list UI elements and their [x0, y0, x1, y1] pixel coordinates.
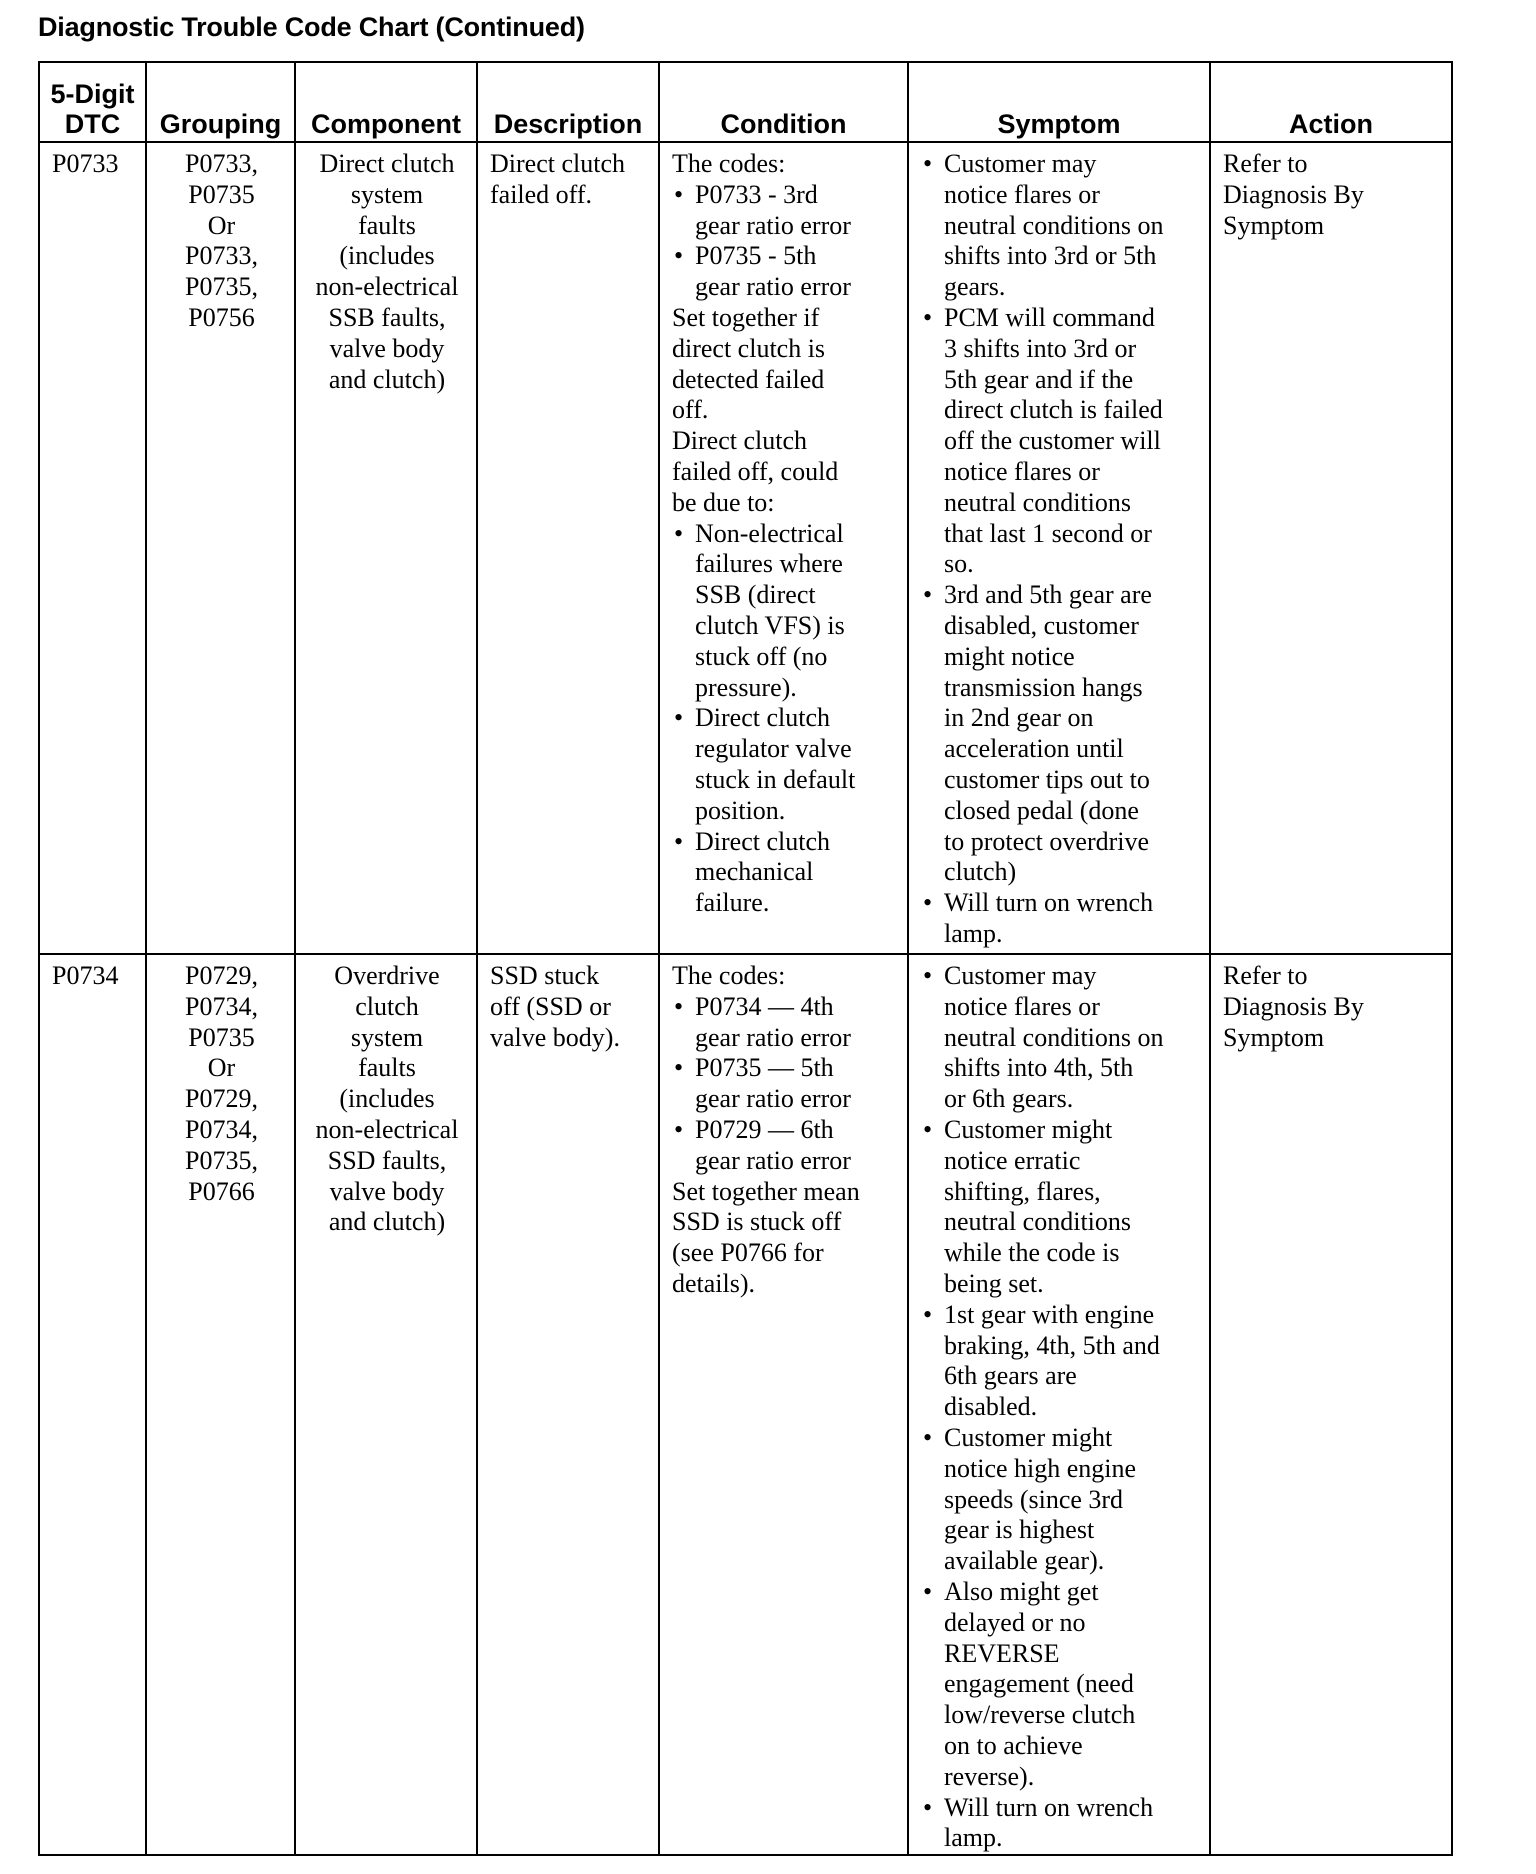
component-line: faults	[358, 1053, 416, 1083]
bullet-text: Customer might	[944, 1114, 1113, 1144]
condition-line: position.	[695, 795, 786, 825]
action-cell	[1210, 142, 1452, 954]
symptom-bullet	[921, 1793, 1199, 1824]
symptom-line: notice erratic	[944, 1145, 1081, 1175]
bullet-text: P0735 — 5th	[695, 1053, 834, 1083]
symptom-line: in 2nd gear on	[944, 703, 1094, 733]
component-line: valve body	[329, 1176, 445, 1206]
condition-line: mechanical	[695, 857, 814, 887]
bullet-text: Customer might	[944, 1422, 1113, 1452]
action-cell	[1210, 954, 1452, 1855]
symptom-line: disabled.	[944, 1392, 1038, 1422]
symptom-line: neutral conditions on	[944, 1022, 1164, 1052]
symptom-line: so.	[944, 549, 974, 579]
symptom-line: might notice	[944, 641, 1075, 671]
symptom-line: lamp.	[944, 1823, 1003, 1853]
grouping-line: P0734,	[185, 1114, 258, 1144]
header-line: Component	[311, 109, 461, 139]
condition-line: failures where	[695, 549, 843, 579]
symptom-line: shifts into 3rd or 5th	[944, 241, 1157, 271]
header-line: Symptom	[997, 109, 1121, 139]
condition-line: (see P0766 for	[672, 1238, 824, 1268]
condition-line: gear ratio error	[695, 272, 851, 302]
symptom-bullet	[921, 580, 1199, 611]
symptom-line: notice flares or	[944, 179, 1100, 209]
component-line: non-electrical	[315, 272, 459, 302]
condition-line: clutch VFS) is	[695, 610, 845, 640]
symptom-cell	[908, 954, 1210, 1855]
symptom-line: or 6th gears.	[944, 1084, 1074, 1114]
bullet-text: P0729 — 6th	[695, 1114, 834, 1144]
symptom-bullet	[921, 1115, 1199, 1146]
symptom-bullet	[921, 1423, 1199, 1454]
condition-line: failed off, could	[672, 456, 839, 486]
condition-line: Direct clutch	[672, 426, 807, 456]
grouping-cell	[146, 954, 295, 1855]
symptom-bullet	[921, 961, 1199, 992]
description-cell	[477, 142, 659, 954]
component-line: (includes	[339, 241, 435, 271]
symptom-line: REVERSE	[944, 1638, 1060, 1668]
condition-line: be due to:	[672, 487, 775, 517]
header-grouping	[146, 62, 295, 142]
header-line: DTC	[64, 109, 121, 139]
condition-line: stuck off (no	[695, 641, 828, 671]
bullet-text: Direct clutch	[695, 703, 830, 733]
bullet-text: Customer may	[944, 149, 1097, 178]
action-line: Diagnosis By	[1223, 179, 1364, 209]
symptom-line: while the code is	[944, 1238, 1120, 1268]
bullet-text: Direct clutch	[695, 826, 830, 856]
action-line: Refer to	[1223, 961, 1308, 990]
description-line: valve body).	[490, 1022, 620, 1052]
header-line: Condition	[720, 109, 847, 139]
symptom-line: closed pedal (done	[944, 795, 1139, 825]
condition-bullet	[672, 1115, 897, 1146]
condition-line: stuck in default	[695, 764, 856, 794]
condition-bullet	[672, 180, 897, 211]
symptom-line: direct clutch is failed	[944, 395, 1163, 425]
condition-line: gear ratio error	[695, 1022, 851, 1052]
bullet-text: Also might get	[944, 1576, 1099, 1606]
symptom-line: off the customer will	[944, 426, 1161, 456]
condition-line: direct clutch is	[672, 333, 826, 363]
component-line: valve body	[329, 333, 445, 363]
bullet-text: Will turn on wrench	[944, 888, 1154, 918]
component-cell	[295, 954, 477, 1855]
bullet-icon: •	[923, 961, 933, 990]
condition-line: gear ratio error	[695, 210, 851, 240]
header-condition	[659, 62, 908, 142]
description-line: off (SSD or	[490, 991, 611, 1021]
bullet-icon: •	[674, 241, 684, 271]
symptom-line: shifting, flares,	[944, 1176, 1101, 1206]
component-line: system	[350, 179, 424, 209]
component-line: non-electrical	[315, 1114, 459, 1144]
bullet-icon: •	[923, 888, 933, 918]
condition-bullet	[672, 703, 897, 734]
bullet-text: P0734 — 4th	[695, 991, 834, 1021]
action-line: Diagnosis By	[1223, 991, 1364, 1021]
symptom-line: 3 shifts into 3rd or	[944, 333, 1137, 363]
bullet-text: Customer may	[944, 961, 1097, 990]
symptom-line: reverse).	[944, 1761, 1035, 1791]
component-line: and clutch)	[328, 1207, 446, 1237]
condition-line: The codes:	[672, 961, 786, 990]
bullet-text: 1st gear with engine	[944, 1299, 1155, 1329]
grouping-line: Or	[207, 210, 236, 240]
component-cell	[295, 142, 477, 954]
symptom-line: 5th gear and if the	[944, 364, 1134, 394]
condition-line: detected failed	[672, 364, 825, 394]
condition-line: SSD is stuck off	[672, 1207, 842, 1237]
bullet-text: 3rd and 5th gear are	[944, 580, 1152, 610]
header-line: Action	[1289, 109, 1373, 139]
bullet-icon: •	[923, 1422, 933, 1452]
symptom-line: on to achieve	[944, 1730, 1083, 1760]
condition-line: gear ratio error	[695, 1145, 851, 1175]
header-line: 5-Digit	[50, 79, 135, 109]
dtc-code: P0733	[52, 149, 119, 178]
component-line: (includes	[339, 1084, 435, 1114]
symptom-line: neutral conditions	[944, 1207, 1132, 1237]
bullet-icon: •	[674, 991, 684, 1021]
bullet-icon: •	[674, 1053, 684, 1083]
symptom-cell	[908, 142, 1210, 954]
symptom-line: customer tips out to	[944, 764, 1150, 794]
header-line: Grouping	[159, 109, 282, 139]
description-line: Direct clutch	[490, 149, 625, 178]
dtc-code-cell	[39, 954, 146, 1855]
symptom-line: braking, 4th, 5th and	[944, 1330, 1160, 1360]
condition-cell	[659, 954, 908, 1855]
symptom-line: low/reverse clutch	[944, 1700, 1136, 1730]
bullet-text: P0733 - 3rd	[695, 179, 818, 209]
component-line: faults	[358, 210, 416, 240]
symptom-line: delayed or no	[944, 1607, 1086, 1637]
condition-line: Set together if	[672, 302, 820, 332]
symptom-line: neutral conditions on	[944, 210, 1164, 240]
grouping-line: P0766	[188, 1176, 255, 1206]
component-line: Overdrive	[334, 961, 440, 990]
symptom-line: being set.	[944, 1268, 1044, 1298]
condition-bullet	[672, 1053, 897, 1084]
condition-line: details).	[672, 1268, 756, 1298]
header-symptom	[908, 62, 1210, 142]
symptom-line: notice flares or	[944, 991, 1100, 1021]
header-component	[295, 62, 477, 142]
grouping-line: P0733,	[185, 241, 258, 271]
component-line: system	[350, 1022, 424, 1052]
header-row	[39, 62, 1452, 142]
action-line: Symptom	[1223, 1022, 1325, 1052]
component-line: clutch	[355, 991, 419, 1021]
symptom-line: transmission hangs	[944, 672, 1143, 702]
grouping-line: P0729,	[185, 961, 258, 990]
bullet-icon: •	[923, 149, 933, 178]
description-cell	[477, 954, 659, 1855]
condition-line: regulator valve	[695, 734, 852, 764]
symptom-line: available gear).	[944, 1546, 1105, 1576]
condition-line: off.	[672, 395, 709, 425]
grouping-line: P0756	[188, 302, 255, 332]
bullet-icon: •	[923, 1576, 933, 1606]
description-line: SSD stuck	[490, 961, 600, 990]
symptom-line: notice high engine	[944, 1453, 1137, 1483]
grouping-cell	[146, 142, 295, 954]
symptom-line: to protect overdrive	[944, 826, 1150, 856]
symptom-line: shifts into 4th, 5th	[944, 1053, 1134, 1083]
table-row	[39, 142, 1452, 954]
dtc-chart-table	[38, 61, 1453, 1856]
symptom-line: notice flares or	[944, 456, 1100, 486]
grouping-line: P0735,	[185, 272, 258, 302]
condition-line: pressure).	[695, 672, 797, 702]
bullet-icon: •	[674, 826, 684, 856]
condition-cell	[659, 142, 908, 954]
component-line: SSD faults,	[327, 1145, 447, 1175]
symptom-line: disabled, customer	[944, 610, 1139, 640]
component-line: and clutch)	[328, 364, 446, 394]
condition-line: The codes:	[672, 149, 786, 178]
symptom-line: gears.	[944, 272, 1006, 302]
symptom-line: gear is highest	[944, 1515, 1095, 1545]
bullet-icon: •	[923, 302, 933, 332]
symptom-bullet	[921, 1577, 1199, 1608]
symptom-line: neutral conditions	[944, 487, 1132, 517]
symptom-line: speeds (since 3rd	[944, 1484, 1124, 1514]
bullet-icon: •	[674, 179, 684, 209]
table-row	[39, 954, 1452, 1855]
component-line: SSB faults,	[328, 302, 446, 332]
component-line: Direct clutch	[319, 149, 455, 178]
symptom-bullet	[921, 888, 1199, 919]
condition-bullet	[672, 241, 897, 272]
bullet-icon: •	[923, 1114, 933, 1144]
header-description	[477, 62, 659, 142]
dtc-code: P0734	[52, 961, 119, 990]
condition-line: SSB (direct	[695, 580, 816, 610]
bullet-icon: •	[923, 1299, 933, 1329]
action-line: Refer to	[1223, 149, 1308, 178]
symptom-line: 6th gears are	[944, 1361, 1077, 1391]
symptom-bullet	[921, 303, 1199, 334]
bullet-icon: •	[674, 703, 684, 733]
grouping-line: P0734,	[185, 991, 258, 1021]
bullet-icon: •	[674, 518, 684, 548]
symptom-line: lamp.	[944, 918, 1003, 948]
bullet-icon: •	[923, 1792, 933, 1822]
bullet-icon: •	[674, 1114, 684, 1144]
condition-line: gear ratio error	[695, 1084, 851, 1114]
grouping-line: P0735,	[185, 1145, 258, 1175]
symptom-line: that last 1 second or	[944, 518, 1152, 548]
symptom-line: clutch)	[944, 857, 1017, 887]
condition-line: Set together mean	[672, 1176, 860, 1206]
grouping-line: P0733,	[185, 149, 258, 178]
bullet-text: Will turn on wrench	[944, 1792, 1154, 1822]
grouping-line: P0735	[188, 179, 255, 209]
condition-line: failure.	[695, 888, 770, 918]
condition-bullet	[672, 827, 897, 858]
bullet-text: Non-electrical	[695, 518, 844, 548]
symptom-line: acceleration until	[944, 734, 1124, 764]
bullet-icon: •	[923, 580, 933, 610]
header-action	[1210, 62, 1452, 142]
grouping-line: P0729,	[185, 1084, 258, 1114]
page-title: Diagnostic Trouble Code Chart (Continued)	[38, 12, 585, 42]
grouping-line: Or	[207, 1053, 236, 1083]
description-line: failed off.	[490, 179, 593, 209]
condition-bullet	[672, 992, 897, 1023]
condition-bullet	[672, 519, 897, 550]
symptom-bullet	[921, 149, 1199, 180]
bullet-text: PCM will command	[944, 302, 1155, 332]
header-line: Description	[493, 109, 643, 139]
grouping-line: P0735	[188, 1022, 255, 1052]
dtc-code-cell	[39, 142, 146, 954]
action-line: Symptom	[1223, 210, 1325, 240]
bullet-text: P0735 - 5th	[695, 241, 817, 271]
symptom-bullet	[921, 1300, 1199, 1331]
symptom-line: engagement (need	[944, 1669, 1134, 1699]
header-dtc	[39, 62, 146, 142]
